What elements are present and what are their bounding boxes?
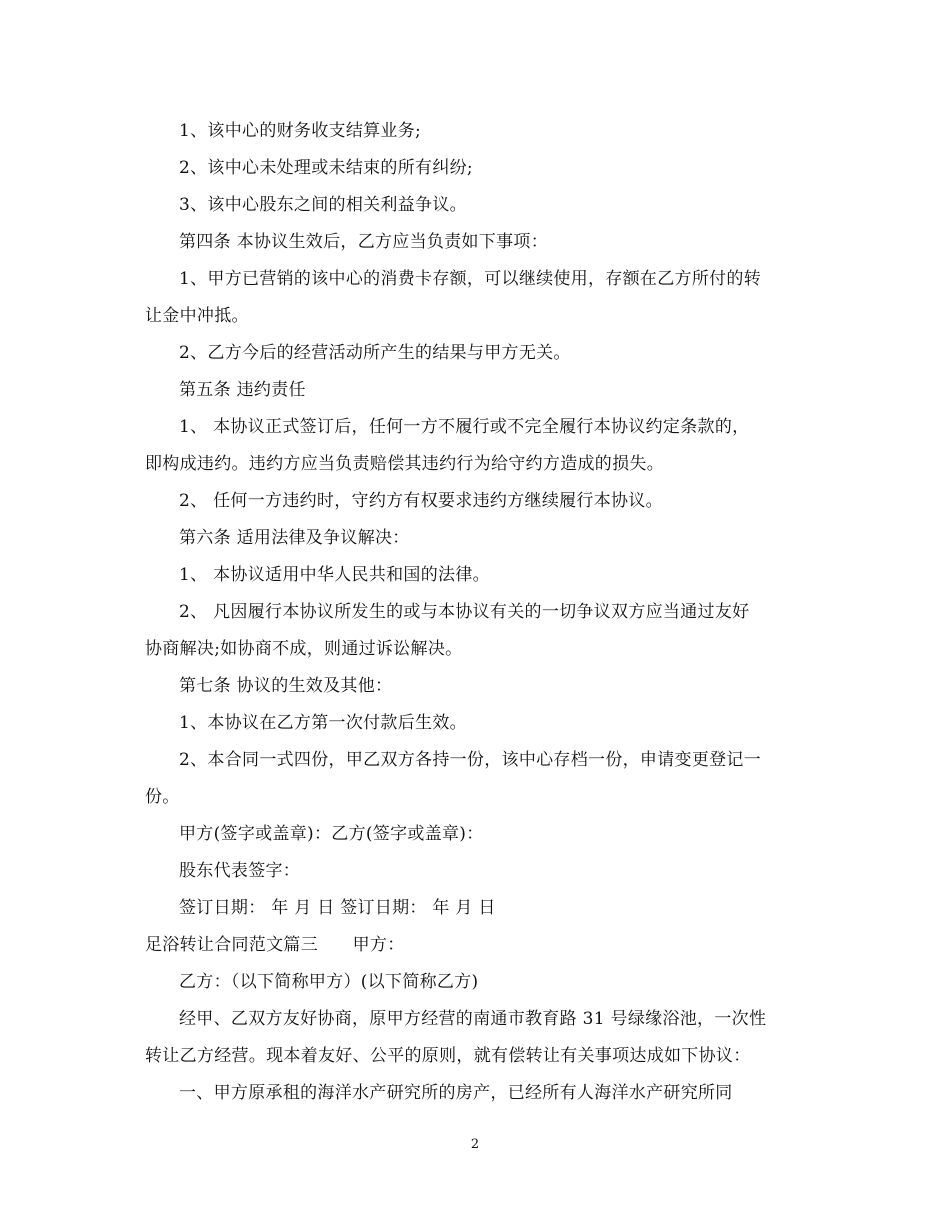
signature-line: 甲方(签字或盖章)：乙方(签字或盖章)： xyxy=(179,824,484,844)
text-line: 即构成违约。违约方应当负责赔偿其违约行为给守约方造成的损失。 xyxy=(145,454,664,474)
text-line: 经甲、乙双方友好协商，原甲方经营的南通市教育路 31 号绿缘浴池，一次性 xyxy=(179,1009,767,1029)
text-line: 2、 凡因履行本协议所发生的或与本协议有关的一切争议双方应当通过友好 xyxy=(179,602,750,622)
text-line: 1、 本协议适用中华人民共和国的法律。 xyxy=(179,565,490,585)
text-line: 3、该中心股东之间的相关利益争议。 xyxy=(179,195,467,215)
text-line: 乙方：（以下简称甲方）(以下简称乙方) xyxy=(179,972,479,992)
text-line: 1、 本协议正式签订后，任何一方不履行或不完全履行本协议约定条款的， xyxy=(179,417,750,437)
section-heading: 第六条 适用法律及争议解决： xyxy=(179,528,410,548)
text-line: 1、本协议在乙方第一次付款后生效。 xyxy=(179,713,467,733)
text-line: 协商解决;如协商不成，则通过诉讼解决。 xyxy=(145,639,463,659)
date-line: 签订日期： 年 月 日 签订日期： 年 月 日 xyxy=(179,898,496,918)
text-line: 1、甲方已营销的该中心的消费卡存额，可以继续使用，存额在乙方所付的转 xyxy=(179,269,762,289)
section-heading: 第七条 协议的生效及其他： xyxy=(179,676,393,696)
text-line: 1、该中心的财务收支结算业务; xyxy=(179,121,422,141)
text-line: 2、本合同一式四份，甲乙双方各持一份，该中心存档一份，申请变更登记一 xyxy=(179,750,762,770)
text-line: 让金中冲抵。 xyxy=(145,306,249,326)
section-title: 足浴转让合同范文篇三 甲方： xyxy=(145,935,405,955)
text-line: 2、 任何一方违约时，守约方有权要求违约方继续履行本协议。 xyxy=(179,491,663,511)
page-number: 2 xyxy=(470,1137,480,1152)
text-line: 份。 xyxy=(145,787,180,807)
section-heading: 第四条 本协议生效后，乙方应当负责如下事项： xyxy=(179,232,549,252)
text-line: 一、甲方原承租的海洋水产研究所的房产，已经所有人海洋水产研究所同 xyxy=(179,1083,733,1103)
text-line: 转让乙方经营。现本着友好、公平的原则，就有偿转让有关事项达成如下协议： xyxy=(145,1046,751,1066)
signature-line: 股东代表签字： xyxy=(179,861,301,881)
section-heading: 第五条 违约责任 xyxy=(179,380,306,400)
text-line: 2、该中心未处理或未结束的所有纠纷; xyxy=(179,158,473,178)
text-line: 2、乙方今后的经营活动所产生的结果与甲方无关。 xyxy=(179,343,571,363)
